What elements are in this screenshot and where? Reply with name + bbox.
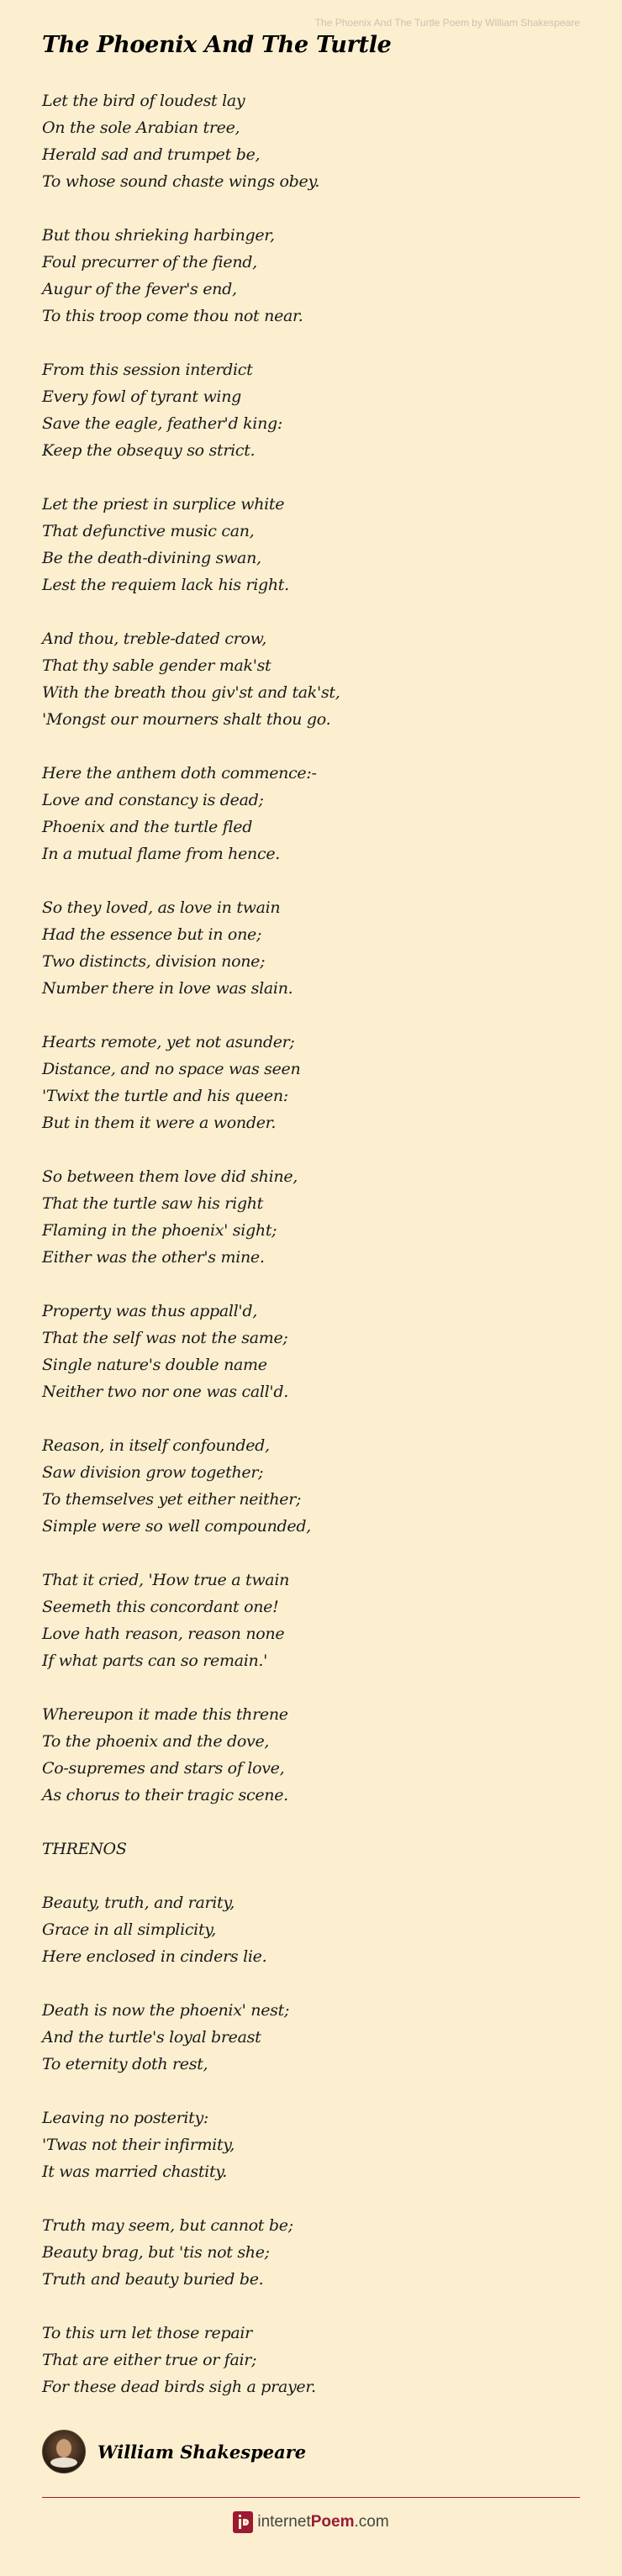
poem-line: If what parts can so remain.' xyxy=(42,1651,268,1670)
collar-shape xyxy=(50,2457,77,2468)
stanza xyxy=(42,222,580,329)
poem-line: Whereupon it made this threne xyxy=(42,1705,288,1724)
poem-line: Keep the obsequy so strict. xyxy=(42,441,256,460)
footer-divider xyxy=(42,2497,580,2498)
author-portrait-icon xyxy=(56,2439,71,2457)
poem-line: Let the bird of loudest lay xyxy=(42,92,245,110)
poem-line: As chorus to their tragic scene. xyxy=(42,1786,288,1804)
poem-line: And the turtle's loyal breast xyxy=(42,2028,261,2047)
stanza xyxy=(42,1567,580,1674)
poem-line: Co-supremes and stars of love, xyxy=(42,1759,285,1778)
brand-text-com: .com xyxy=(354,2513,389,2531)
poem-line: So they loved, as love in twain xyxy=(42,898,281,917)
poem-line: Let the priest in surplice white xyxy=(42,495,285,514)
poem-line: To the phoenix and the dove, xyxy=(42,1732,270,1751)
poem-line: Phoenix and the turtle fled xyxy=(42,818,253,836)
poem-line: Beauty brag, but 'tis not she; xyxy=(42,2243,270,2262)
poem-line: That thy sable gender mak'st xyxy=(42,656,271,675)
stanza xyxy=(42,2105,580,2185)
poem-line: 'Twas not their infirmity, xyxy=(42,2136,235,2154)
watermark-text: The Phoenix And The Turtle Poem by William Shakespeare xyxy=(314,17,580,29)
poem-line: But thou shrieking harbinger, xyxy=(42,226,275,245)
stanza xyxy=(42,1889,580,1970)
poem-line: Truth and beauty buried be. xyxy=(42,2270,264,2289)
poem-line: That are either true or fair; xyxy=(42,2351,257,2369)
poem-line: 'Mongst our mourners shalt thou go. xyxy=(42,710,331,729)
stanza xyxy=(42,2212,580,2293)
poem-line: Every fowl of tyrant wing xyxy=(42,387,241,406)
poem-line: For these dead birds sigh a prayer. xyxy=(42,2378,316,2396)
poem-line: From this session interdict xyxy=(42,361,253,379)
poem-line: Simple were so well compounded, xyxy=(42,1517,311,1536)
poem-line: With the breath thou giv'st and tak'st, xyxy=(42,683,340,702)
poem-line: Hearts remote, yet not asunder; xyxy=(42,1033,295,1051)
poem-line: That it cried, 'How true a twain xyxy=(42,1571,290,1589)
stanza xyxy=(42,356,580,464)
stanza xyxy=(42,1432,580,1540)
poem-line: Flaming in the phoenix' sight; xyxy=(42,1221,277,1240)
poem-line: Neither two nor one was call'd. xyxy=(42,1383,288,1401)
poem-line: To whose sound chaste wings obey. xyxy=(42,172,320,191)
stanza xyxy=(42,1029,580,1136)
poem-line: 'Twixt the turtle and his queen: xyxy=(42,1087,288,1105)
poem-line: Save the eagle, feather'd king: xyxy=(42,414,282,433)
poem-line: But in them it were a wonder. xyxy=(42,1114,277,1132)
stanza xyxy=(42,2320,580,2400)
poem-line: On the sole Arabian tree, xyxy=(42,119,240,137)
poem-line: Death is now the phoenix' nest; xyxy=(42,2001,290,2020)
stanza xyxy=(42,87,580,195)
poem-line: That the turtle saw his right xyxy=(42,1194,263,1213)
stanza xyxy=(42,760,580,867)
poem-line: To this troop come thou not near. xyxy=(42,307,303,325)
poem-line: Single nature's double name xyxy=(42,1356,267,1374)
poem-line: And thou, treble-dated crow, xyxy=(42,630,267,648)
poem-line: It was married chastity. xyxy=(42,2162,227,2181)
stanza xyxy=(42,1836,580,1862)
poem-line: Lest the requiem lack his right. xyxy=(42,576,289,594)
author-avatar[interactable] xyxy=(42,2430,86,2473)
stanza xyxy=(42,1298,580,1405)
poem-line: Beauty, truth, and rarity, xyxy=(42,1894,235,1912)
poem-line: To eternity doth rest, xyxy=(42,2055,208,2073)
poem-line: Love and constancy is dead; xyxy=(42,791,264,809)
poem-body xyxy=(42,87,580,2427)
brand-text-poem: Poem xyxy=(310,2513,355,2531)
stanza xyxy=(42,491,580,598)
stanza xyxy=(42,625,580,733)
poem-line: Foul precurrer of the fiend, xyxy=(42,253,257,271)
internetpoem-logo-icon xyxy=(233,2511,253,2533)
poem-line: That the self was not the same; xyxy=(42,1329,288,1347)
poem-line: To this urn let those repair xyxy=(42,2324,252,2342)
poem-title: The Phoenix And The Turtle xyxy=(42,32,392,58)
poem-line: Reason, in itself confounded, xyxy=(42,1436,270,1455)
stanza xyxy=(42,1163,580,1271)
poem-line: Here enclosed in cinders lie. xyxy=(42,1947,267,1966)
author-block[interactable] xyxy=(42,2429,306,2474)
poem-line: Two distincts, division none; xyxy=(42,952,266,971)
poem-line: Augur of the fever's end, xyxy=(42,280,237,298)
poem-line: Distance, and no space was seen xyxy=(42,1060,301,1078)
poem-line: In a mutual flame from hence. xyxy=(42,845,281,863)
poem-line: Saw division grow together; xyxy=(42,1463,264,1482)
stanza xyxy=(42,1701,580,1809)
poem-line: Herald sad and trumpet be, xyxy=(42,145,261,164)
poem-line: THRENOS xyxy=(42,1840,127,1858)
poem-line: Leaving no posterity: xyxy=(42,2109,209,2127)
site-logo[interactable] xyxy=(0,2511,622,2533)
poem-line: So between them love did shine, xyxy=(42,1167,298,1186)
poem-line: Property was thus appall'd, xyxy=(42,1302,257,1320)
poem-line: Be the death-divining swan, xyxy=(42,549,261,567)
stanza xyxy=(42,1997,580,2078)
poem-line: Truth may seem, but cannot be; xyxy=(42,2216,293,2235)
stanza xyxy=(42,894,580,1002)
poem-line: Seemeth this concordant one! xyxy=(42,1598,279,1616)
poem-line: Had the essence but in one; xyxy=(42,925,262,944)
author-name[interactable]: William Shakespeare xyxy=(98,2441,307,2463)
poem-line: Number there in love was slain. xyxy=(42,979,293,998)
poem-line: Either was the other's mine. xyxy=(42,1248,265,1267)
poem-line: Love hath reason, reason none xyxy=(42,1625,285,1643)
poem-line: Here the anthem doth commence:- xyxy=(42,764,317,782)
brand-text-internet: internet xyxy=(257,2513,311,2531)
poem-line: To themselves yet either neither; xyxy=(42,1490,302,1509)
poem-line: Grace in all simplicity, xyxy=(42,1920,216,1939)
poem-line: That defunctive music can, xyxy=(42,522,255,540)
